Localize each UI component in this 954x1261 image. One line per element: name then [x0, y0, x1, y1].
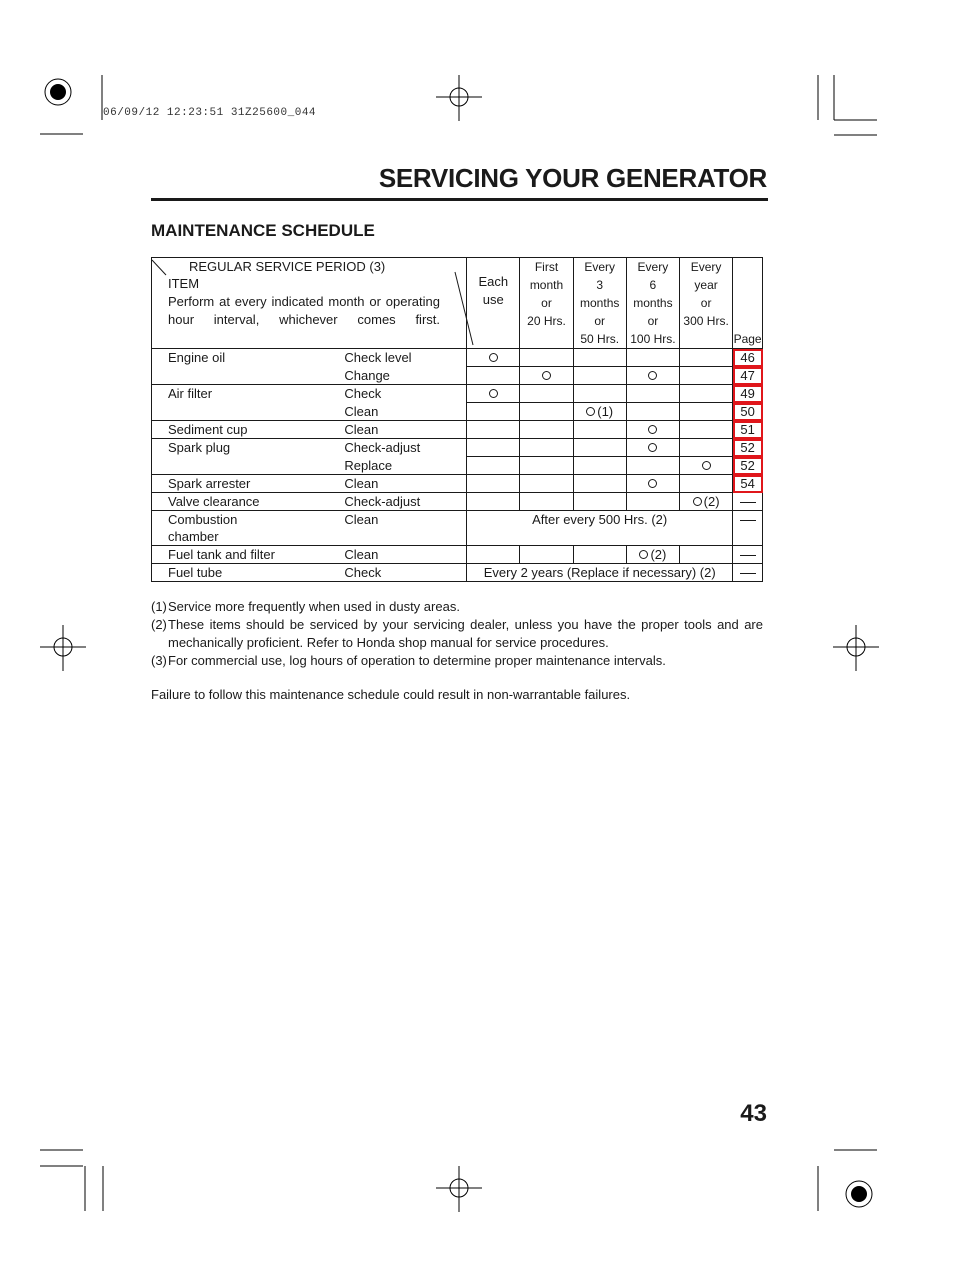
table-row [152, 457, 763, 475]
col-each-use: Each use [467, 258, 520, 349]
crosshair-top-center-icon [436, 75, 482, 121]
row-interval-mark [680, 457, 733, 475]
row-interval-mark [520, 493, 573, 511]
row-interval-mark [680, 475, 733, 493]
row-interval-mark [467, 475, 520, 493]
col-every-3-months: Every 3 months or 50 Hrs. [573, 258, 626, 349]
row-page[interactable]: 49 [733, 385, 763, 403]
row-interval-mark [626, 349, 679, 367]
header-description: Perform at every indicated month or operating hour interval, whichever comes first. [168, 294, 440, 327]
table-row [152, 546, 763, 564]
row-interval-mark [680, 403, 733, 421]
footnote-number: (3) [151, 653, 167, 668]
row-interval-mark [573, 457, 626, 475]
row-action: Check-adjust [342, 439, 466, 457]
print-stamp: 06/09/12 12:23:51 31Z25600_044 [103, 107, 317, 119]
registration-mark-bottom-right-icon [815, 1148, 881, 1214]
interval-circle-icon [489, 353, 498, 362]
header-item-label: ITEM [168, 276, 200, 291]
row-page[interactable]: 50 [733, 403, 763, 421]
row-item: Spark plug [152, 439, 343, 457]
row-interval-mark [573, 475, 626, 493]
row-action: Check-adjust [342, 493, 466, 511]
row-interval-mark [573, 439, 626, 457]
col-page: Page [733, 258, 763, 349]
row-action: Clean [342, 475, 466, 493]
row-interval-mark [573, 403, 626, 421]
row-interval-mark [680, 439, 733, 457]
failure-warning: Failure to follow this maintenance schedule could result in non-warrantable failures. [151, 687, 631, 702]
footnote-text: These items should be serviced by your servicing dealer, unless you have the proper tools and are mechanically proficient. Refer to Honda shop manual for service procedures. [168, 617, 763, 650]
row-interval-mark [520, 439, 573, 457]
row-item: Valve clearance [152, 493, 343, 511]
row-page[interactable]: 52 [733, 439, 763, 457]
row-interval-mark [573, 493, 626, 511]
crop-mark-bottom-left-icon [40, 1148, 108, 1212]
row-interval-mark [626, 546, 679, 564]
footnotes [151, 598, 763, 670]
row-interval-mark [520, 457, 573, 475]
row-action: Replace [342, 457, 466, 475]
row-interval-mark [520, 546, 573, 564]
row-item [152, 403, 343, 421]
row-item: Fuel tank and filter [152, 546, 343, 564]
footnote [151, 598, 763, 616]
row-action: Clean [342, 546, 466, 564]
row-action: Clean [342, 403, 466, 421]
row-interval-note: Every 2 years (Replace if necessary) (2) [467, 564, 733, 582]
row-page[interactable]: 52 [733, 457, 763, 475]
registration-mark-top-left-icon [40, 75, 110, 145]
interval-note-ref: (1) [597, 404, 614, 419]
row-action: Clean [342, 421, 466, 439]
row-action: Check [342, 385, 466, 403]
footnote-text: For commercial use, log hours of operation to determine proper maintenance intervals. [168, 653, 666, 668]
footnote-number: (1) [151, 599, 167, 614]
row-interval-mark [680, 367, 733, 385]
row-interval-mark [626, 475, 679, 493]
row-interval-mark [467, 457, 520, 475]
table-row [152, 403, 763, 421]
row-item: Spark arrester [152, 475, 343, 493]
header-period-label: REGULAR SERVICE PERIOD (3) [189, 259, 386, 274]
row-interval-mark [626, 493, 679, 511]
row-item [152, 367, 343, 385]
row-interval-mark [626, 421, 679, 439]
row-page[interactable]: 47 [733, 367, 763, 385]
row-action: Clean [342, 511, 466, 546]
row-interval-mark [573, 367, 626, 385]
row-interval-mark [626, 367, 679, 385]
interval-circle-icon [702, 461, 711, 470]
row-interval-mark [680, 385, 733, 403]
table-row [152, 511, 763, 546]
row-page [733, 493, 763, 511]
row-interval-mark [520, 367, 573, 385]
footnote [151, 616, 763, 652]
row-item-line: chamber [168, 529, 219, 544]
row-page[interactable]: 51 [733, 421, 763, 439]
page-title: SERVICING YOUR GENERATOR [378, 163, 767, 193]
row-interval-mark [520, 385, 573, 403]
interval-circle-icon [586, 407, 595, 416]
dash-icon [740, 573, 756, 574]
row-interval-mark [626, 439, 679, 457]
row-action: Check level [342, 349, 466, 367]
row-interval-mark [520, 475, 573, 493]
row-interval-mark [467, 546, 520, 564]
row-interval-mark [467, 439, 520, 457]
row-interval-mark [680, 421, 733, 439]
interval-circle-icon [648, 443, 657, 452]
row-page [733, 564, 763, 582]
interval-circle-icon [639, 550, 648, 559]
maintenance-table [151, 257, 763, 582]
table-row [152, 475, 763, 493]
row-interval-mark [467, 349, 520, 367]
footnote-text: Service more frequently when used in dusty areas. [168, 599, 460, 614]
table-row [152, 421, 763, 439]
row-action: Check [342, 564, 466, 582]
row-interval-mark [520, 403, 573, 421]
dash-icon [740, 555, 756, 556]
footnote-number: (2) [151, 617, 167, 632]
footnote [151, 652, 763, 670]
crop-mark-top-right-icon [815, 75, 880, 137]
row-page [733, 546, 763, 564]
row-item: Engine oil [152, 349, 343, 367]
row-item-line: Combustion [168, 512, 238, 527]
header-item-cell [152, 258, 467, 349]
row-interval-mark [573, 349, 626, 367]
table-row [152, 349, 763, 367]
crosshair-left-icon [40, 625, 86, 671]
table-header-row [152, 258, 763, 349]
interval-note-ref: (2) [650, 547, 667, 562]
row-interval-mark [467, 367, 520, 385]
interval-circle-icon [542, 371, 551, 380]
row-interval-mark [680, 546, 733, 564]
dash-icon [740, 502, 756, 503]
row-action: Change [342, 367, 466, 385]
row-interval-mark [573, 421, 626, 439]
interval-circle-icon [648, 479, 657, 488]
interval-circle-icon [648, 425, 657, 434]
table-row [152, 564, 763, 582]
row-interval-mark [467, 403, 520, 421]
title-underline [151, 198, 768, 201]
row-interval-mark [467, 385, 520, 403]
row-interval-mark [626, 457, 679, 475]
row-page [733, 511, 763, 546]
row-interval-mark [520, 349, 573, 367]
col-first-month: First month or 20 Hrs. [520, 258, 573, 349]
section-heading: MAINTENANCE SCHEDULE [151, 221, 375, 240]
row-interval-mark [680, 349, 733, 367]
page-number: 43 [740, 1100, 767, 1127]
row-interval-mark [467, 421, 520, 439]
row-page[interactable]: 46 [733, 349, 763, 367]
row-item: Sediment cup [152, 421, 343, 439]
row-item: Fuel tube [152, 564, 343, 582]
row-page[interactable]: 54 [733, 475, 763, 493]
crosshair-bottom-center-icon [436, 1166, 482, 1212]
row-interval-note: After every 500 Hrs. (2) [467, 511, 733, 546]
col-every-6-months: Every 6 months or 100 Hrs. [626, 258, 679, 349]
table-row [152, 439, 763, 457]
dash-icon [740, 520, 756, 521]
interval-note-ref: (2) [703, 494, 720, 509]
col-every-year: Every year or 300 Hrs. [680, 258, 733, 349]
row-interval-mark [573, 546, 626, 564]
row-interval-mark [680, 493, 733, 511]
row-item [152, 457, 343, 475]
interval-circle-icon [693, 497, 702, 506]
row-interval-mark [626, 385, 679, 403]
table-row [152, 385, 763, 403]
row-interval-mark [573, 385, 626, 403]
table-row [152, 367, 763, 385]
interval-circle-icon [489, 389, 498, 398]
row-interval-mark [626, 403, 679, 421]
table-row [152, 493, 763, 511]
interval-circle-icon [648, 371, 657, 380]
row-item [152, 511, 343, 546]
row-item: Air filter [152, 385, 343, 403]
row-interval-mark [467, 493, 520, 511]
crosshair-right-icon [833, 625, 879, 671]
row-interval-mark [520, 421, 573, 439]
